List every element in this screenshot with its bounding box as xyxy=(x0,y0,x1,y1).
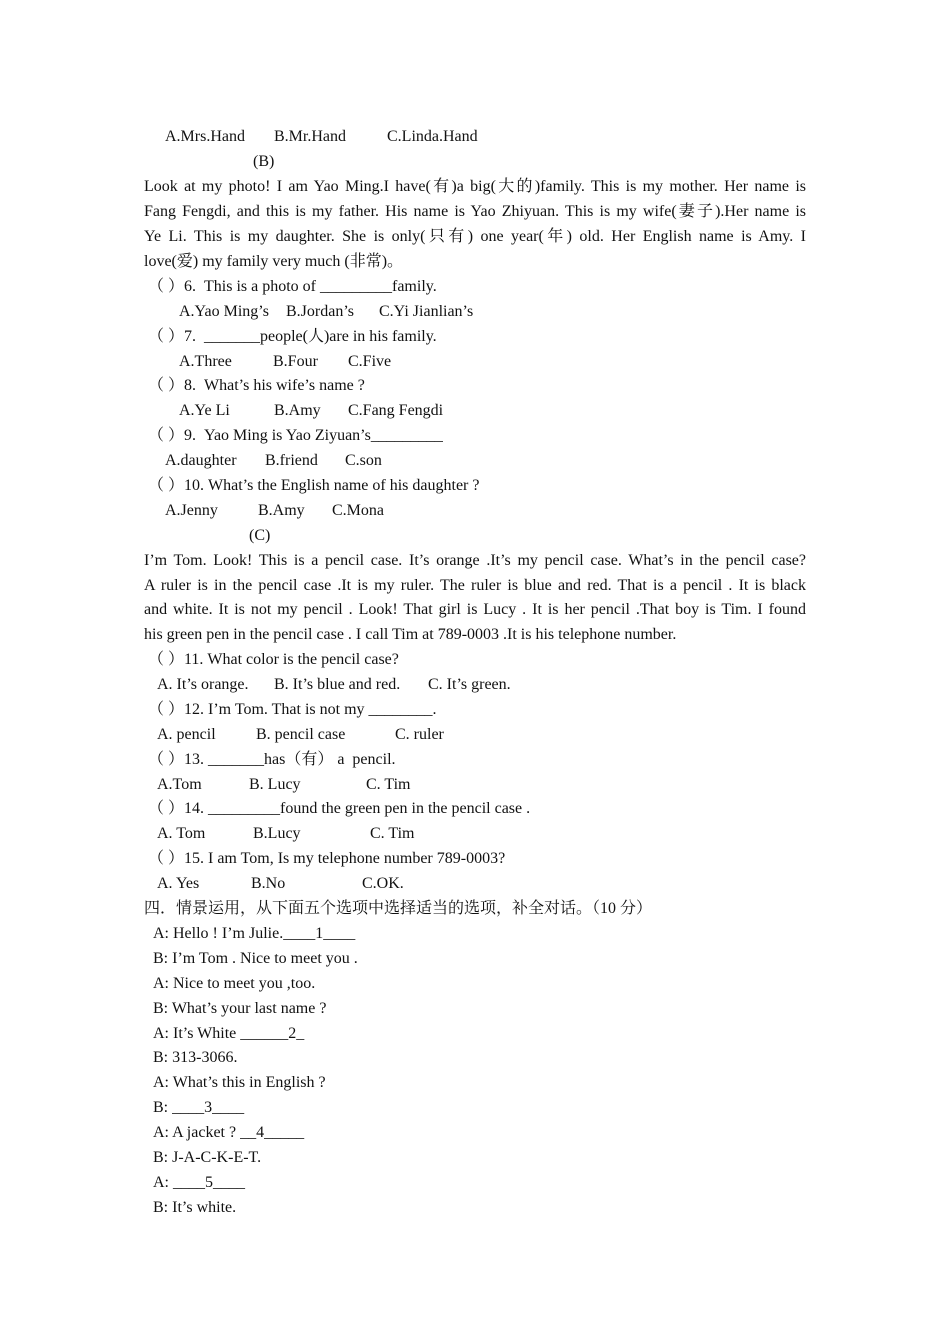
dialogue-line: A: ____5____ xyxy=(153,1174,245,1191)
option-b: B. It’s blue and red. xyxy=(274,676,401,693)
option-c: C.Yi Jianlian’s xyxy=(379,303,474,320)
question-stem: （ ）14. _________found the green pen in the pencil case . xyxy=(148,800,531,817)
question-stem: （ ）11. What color is the pencil case? xyxy=(148,651,399,668)
passage-b-label: (B) xyxy=(253,153,275,170)
option-c: C. ruler xyxy=(395,726,444,743)
question-stem: （ ）9. Yao Ming is Yao Ziyuan’s_________ xyxy=(148,427,443,444)
option-b: B.No xyxy=(251,875,286,892)
dialogue-line: B: I’m Tom . Nice to meet you . xyxy=(153,950,358,967)
option-c: C.son xyxy=(345,452,382,469)
option-a: A. It’s orange. xyxy=(157,676,249,693)
dialogue-line: A: It’s White ______2_ xyxy=(153,1025,305,1042)
option-a: A. pencil xyxy=(157,726,216,743)
option-c: C.Five xyxy=(348,353,392,370)
option-a: A.Yao Ming’s xyxy=(179,303,269,320)
dialogue-line: B: 313-3066. xyxy=(153,1049,238,1066)
dialogue-line: A: What’s this in English ? xyxy=(153,1074,326,1091)
dialogue-line: B: J-A-C-K-E-T. xyxy=(153,1149,262,1166)
option-b: B.Mr.Hand xyxy=(274,128,346,145)
option-b: B.Jordan’s xyxy=(286,303,354,320)
dialogue-line: B: What’s your last name ? xyxy=(153,1000,327,1017)
passage-line: Fang Fengdi, and this is my father. His name is Yao Zhiyuan. This is my wife(妻子).Her name is xyxy=(144,203,806,220)
option-a: A.Three xyxy=(179,353,232,370)
option-a: A. Yes xyxy=(157,875,200,892)
option-c: C. Tim xyxy=(370,825,415,842)
question-stem: （ ）12. I’m Tom. That is not my ________. xyxy=(148,701,437,718)
option-b: B.friend xyxy=(265,452,318,469)
option-b: B.Lucy xyxy=(253,825,301,842)
question-stem: （ ）8. What’s his wife’s name ? xyxy=(148,377,365,394)
passage-line: I’m Tom. Look! This is a pencil case. It’s orange .It’s my pencil case. What’s in the pencil case? xyxy=(144,552,806,569)
dialogue-line: B: It’s white. xyxy=(153,1199,237,1216)
passage-line: and white. It is not my pencil . Look! That girl is Lucy . It is her pencil .That boy is Tim. I found xyxy=(144,601,806,618)
option-c: C.OK. xyxy=(362,875,404,892)
question-stem: （ ）6. This is a photo of _________family. xyxy=(148,278,437,295)
dialogue-line: A: A jacket ? __4_____ xyxy=(153,1124,305,1141)
option-c: C.Mona xyxy=(332,502,384,519)
passage-c-label: (C) xyxy=(249,527,271,544)
option-a: A.Tom xyxy=(157,776,202,793)
option-a: A.daughter xyxy=(165,452,237,469)
option-a: A.Mrs.Hand xyxy=(165,128,245,145)
option-a: A.Jenny xyxy=(165,502,218,519)
option-b: B.Amy xyxy=(274,402,321,419)
section-4-heading: 四．情景运用，从下面五个选项中选择适当的选项，补全对话。（10 分） xyxy=(144,900,653,917)
option-c: C. It’s green. xyxy=(428,676,511,693)
option-c: C. Tim xyxy=(366,776,411,793)
passage-line: Look at my photo! I am Yao Ming.I have(有)a big(大的)family. This is my mother. Her name is xyxy=(144,178,806,195)
option-c: C.Linda.Hand xyxy=(387,128,478,145)
passage-line: A ruler is in the pencil case .It is my ruler. The ruler is blue and red. That is a pencil . It is black xyxy=(144,577,806,594)
question-stem: （ ）10. What’s the English name of his daughter ? xyxy=(148,477,480,494)
question-stem: （ ）13. _______has（有） a pencil. xyxy=(148,751,396,768)
dialogue-line: B: ____3____ xyxy=(153,1099,245,1116)
option-c: C.Fang Fengdi xyxy=(348,402,444,419)
option-a: A.Ye Li xyxy=(179,402,230,419)
question-stem: （ ）7. _______people(人)are in his family. xyxy=(148,328,437,345)
option-a: A. Tom xyxy=(157,825,206,842)
passage-line: his green pen in the pencil case . I call Tim at 789-0003 .It is his telephone number. xyxy=(144,626,677,643)
option-b: B. Lucy xyxy=(249,776,301,793)
dialogue-line: A: Hello ! I’m Julie.____1____ xyxy=(153,925,356,942)
question-stem: （ ）15. I am Tom, Is my telephone number 789-0003? xyxy=(148,850,506,867)
passage-line: love(爱) my family very much (非常)。 xyxy=(144,253,404,270)
option-b: B.Amy xyxy=(258,502,305,519)
option-b: B.Four xyxy=(273,353,318,370)
passage-line: Ye Li. This is my daughter. She is only(只有) one year(年) old. Her English name is Amy. I xyxy=(144,228,806,245)
option-b: B. pencil case xyxy=(256,726,346,743)
dialogue-line: A: Nice to meet you ,too. xyxy=(153,975,316,992)
